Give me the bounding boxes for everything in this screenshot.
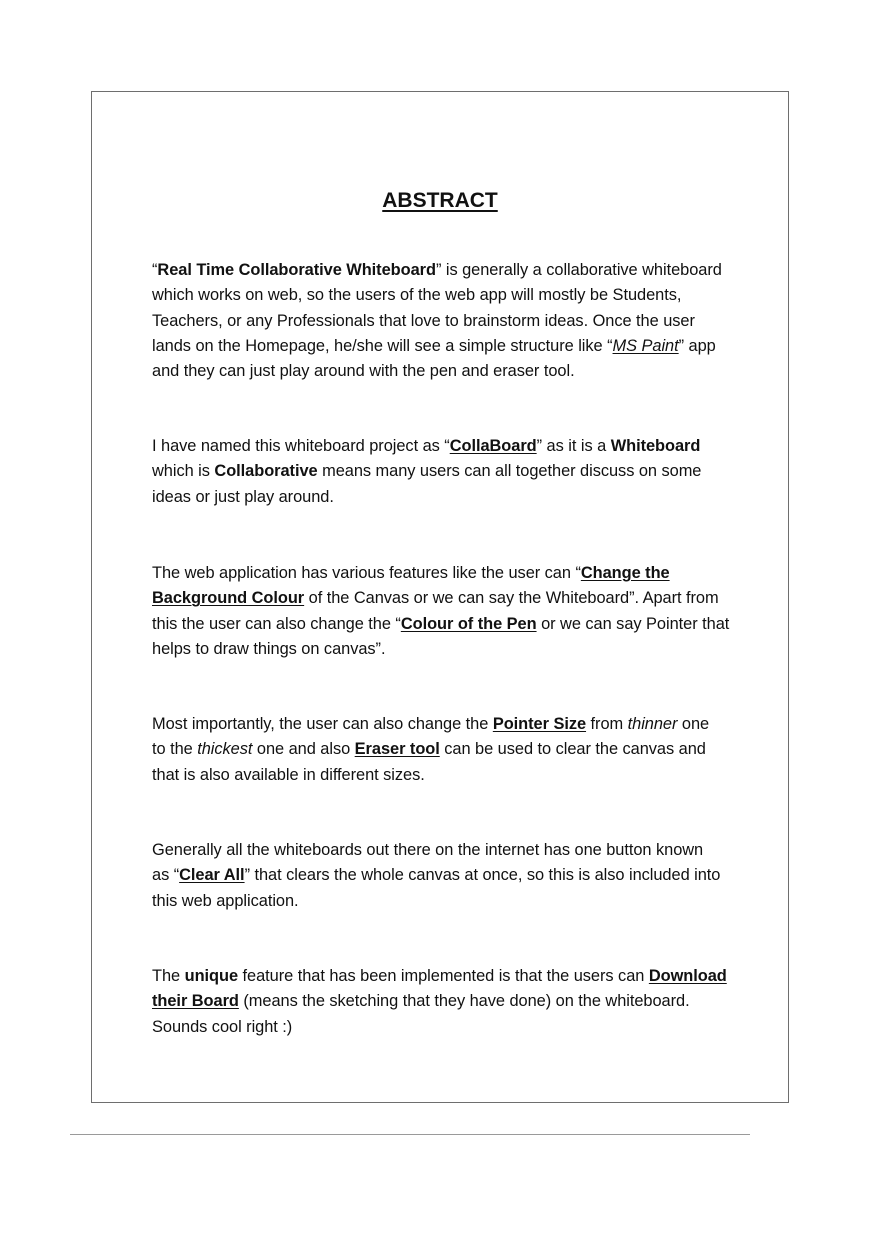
text-line: this web application. xyxy=(152,891,299,910)
emphasis: thickest xyxy=(197,740,253,759)
page-title: ABSTRACT xyxy=(382,189,498,212)
text-line: Most importantly, the user can also change the Pointer Size from thinner one xyxy=(152,715,710,733)
text-line: Background Colour of the Canvas or we can say the Whiteboard”. Apart from xyxy=(152,589,719,608)
paragraph-features xyxy=(152,561,737,662)
text-line: lands on the Homepage, he/she will see a simple structure like “MS Paint” app xyxy=(152,336,716,355)
paragraph-intro xyxy=(152,258,737,384)
paragraph-clear-all xyxy=(152,838,737,914)
emphasis: unique xyxy=(184,967,239,985)
emphasis: Background Colour xyxy=(152,589,305,608)
emphasis: thinner xyxy=(627,715,678,733)
text-line: to the thickest one and also Eraser tool can be used to clear the canvas and xyxy=(152,740,706,759)
emphasis: Change the xyxy=(580,564,670,582)
text-line: their Board (means the sketching that they have done) on the whiteboard. xyxy=(152,992,690,1011)
emphasis: Real Time Collaborative Whiteboard xyxy=(157,261,436,279)
emphasis: Download xyxy=(648,967,727,985)
text-line: “Real Time Collaborative Whiteboard” is generally a collaborative whiteboard xyxy=(152,261,722,279)
text-line: this the user can also change the “Colour of the Pen or we can say Pointer that xyxy=(152,614,730,633)
text-line: The unique feature that has been implemented is that the users can Download xyxy=(152,967,727,985)
emphasis: their Board xyxy=(152,992,239,1011)
emphasis: MS Paint xyxy=(612,336,679,355)
emphasis: Pointer Size xyxy=(492,715,587,733)
paragraph-name xyxy=(152,434,737,510)
text-line: and they can just play around with the pen and eraser tool. xyxy=(152,362,575,381)
paragraph-pointer xyxy=(152,712,737,788)
text-line: as “Clear All” that clears the whole canvas at once, so this is also included into xyxy=(152,866,721,885)
text-line: which works on web, so the users of the web app will mostly be Students, xyxy=(152,286,682,305)
emphasis: Colour of the Pen xyxy=(400,614,537,633)
footer-divider xyxy=(70,1134,750,1135)
emphasis: CollaBoard xyxy=(449,437,537,455)
text-line: Sounds cool right :) xyxy=(152,1017,293,1036)
text-line: Teachers, or any Professionals that love to brainstorm ideas. Once the user xyxy=(152,311,695,330)
emphasis: Eraser tool xyxy=(354,740,440,759)
text-line: helps to draw things on canvas”. xyxy=(152,639,386,658)
emphasis: Collaborative xyxy=(214,462,318,481)
text-line: ideas or just play around. xyxy=(152,487,334,506)
text-line: The web application has various features like the user can “Change the xyxy=(152,564,670,582)
text-line: I have named this whiteboard project as “CollaBoard” as it is a Whiteboard xyxy=(152,437,701,455)
emphasis: Whiteboard xyxy=(610,437,701,455)
text-line: Generally all the whiteboards out there on the internet has one button known xyxy=(152,841,704,859)
text-line: that is also available in different sizes. xyxy=(152,765,425,784)
emphasis: Clear All xyxy=(179,866,245,885)
text-line: which is Collaborative means many users can all together discuss on some xyxy=(152,462,702,481)
paragraph-download xyxy=(152,964,737,1040)
